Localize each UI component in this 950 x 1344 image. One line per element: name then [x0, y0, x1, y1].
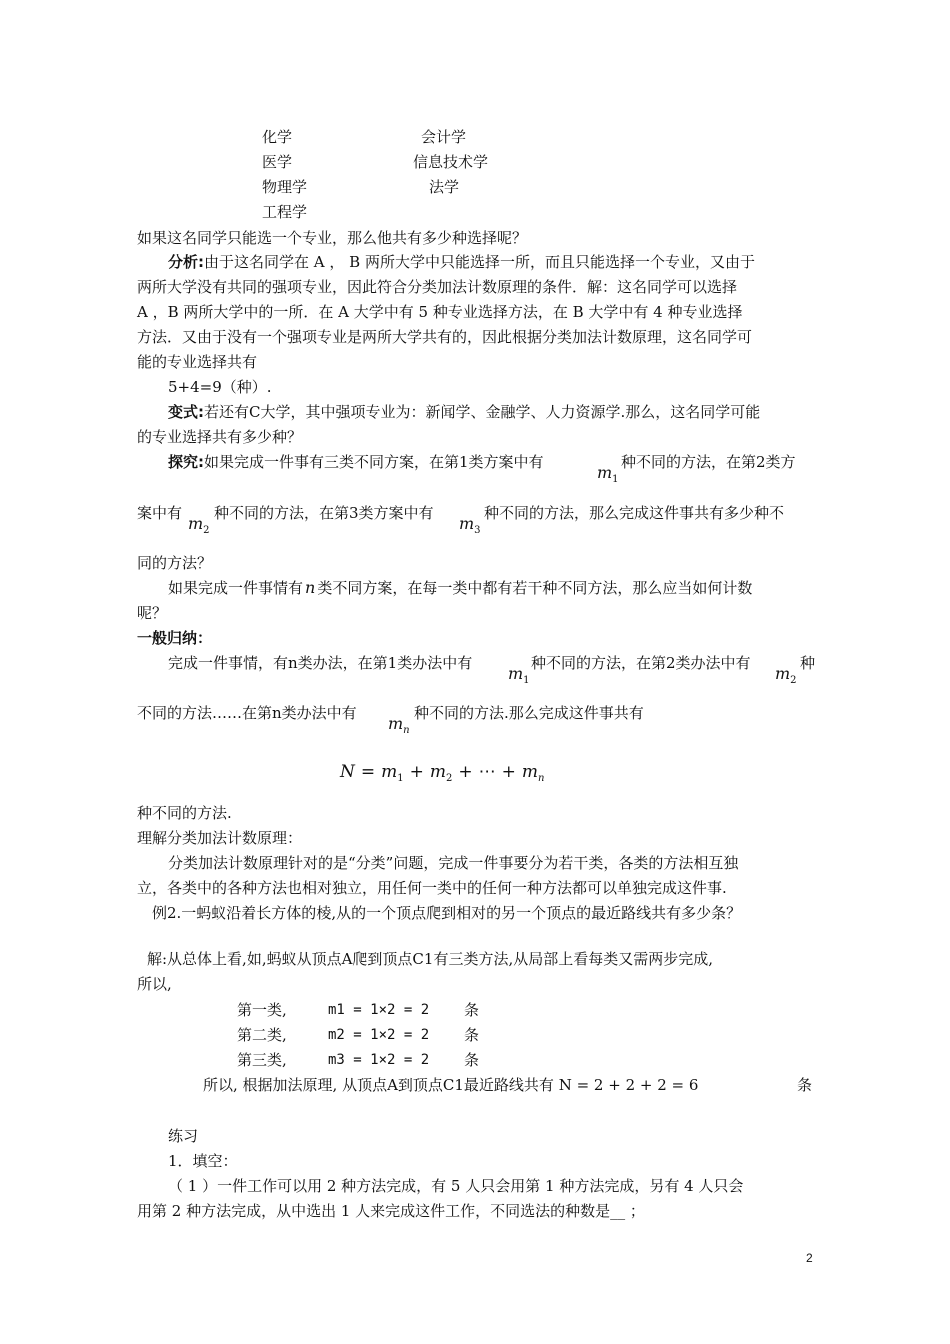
label-colon: :: [198, 453, 205, 471]
general-line: 完成一件事情，有n类办法，在第1类办法中有: [168, 654, 473, 672]
math-n: n: [305, 578, 316, 597]
analysis-line: 两所大学没有共同的强项专业，因此符合分类加法计数原理的条件．解：这名同学可以选择: [137, 278, 738, 296]
math-m2: $m_2$: [775, 664, 797, 686]
variant-line: 的专业选择共有多少种？: [137, 428, 303, 446]
conclusion-unit: 条: [797, 1076, 813, 1094]
analysis-line: 方法．又由于没有一个强项专业是两所大学共有的，因此根据分类加法计数原理，这名同学可: [137, 328, 753, 346]
explore-question: 如果完成一件事情有 n 类不同方案，在每一类中都有若干种不同方法，那么应当如何计数: [168, 578, 753, 597]
case-unit: 条: [464, 1051, 480, 1069]
general-line: 种不同的方法，在第2类办法中有: [531, 654, 751, 672]
explore-line: [168, 452, 544, 472]
major-item: 法学: [429, 178, 460, 196]
case-expression: m2 = 1×2 = 2: [328, 1027, 430, 1043]
case-unit: 条: [464, 1001, 480, 1019]
explore-label: 探究: [168, 453, 199, 471]
case-expression: m3 = 1×2 = 2: [328, 1052, 430, 1068]
practice-item: 1．填空：: [168, 1152, 238, 1170]
major-item: 信息技术学: [413, 153, 489, 171]
section-heading: 练习: [168, 1127, 199, 1145]
analysis-text: 由于这名同学在 A ， B 两所大学中只能选择一所，而且只能选择一个专业，又由于: [204, 253, 755, 271]
section-heading: 一般归纳：: [137, 629, 213, 647]
case-label: 第一类,: [237, 1001, 287, 1019]
major-item: 物理学: [262, 178, 308, 196]
major-item: 会计学: [421, 128, 467, 146]
analysis-line: A ，B 两所大学中的一所．在 A 大学中有 5 种专业选择方法，在 B 大学中有 4 种专业选择: [137, 303, 743, 321]
practice-line: （ 1 ）一件工作可以用 2 种方法完成，有 5 人只会用第 1 种方法完成，另有 4 人只会: [168, 1177, 744, 1195]
analysis-line: 能的专业选择共有: [137, 353, 258, 371]
case-label: 第三类,: [237, 1051, 287, 1069]
math-mn: $m_n$: [388, 714, 410, 736]
explore-line: 案中有: [137, 504, 183, 522]
major-item: 医学: [262, 153, 293, 171]
explore-line: 种不同的方法，在第3类方案中有: [214, 504, 434, 522]
variant-line: [168, 402, 760, 422]
math-m3: $m_3$: [459, 514, 481, 536]
sum-formula: $N = m_1 + m_2$ + ⋯ + $m_n$: [340, 762, 545, 784]
math-m1: $m_1$: [508, 664, 530, 686]
case-unit: 条: [464, 1026, 480, 1044]
analysis-label: 分析: [168, 253, 199, 271]
solution-line: 解:从总体上看,如,蚂蚁从顶点A爬到顶点C1有三类方法,从局部上看每类又需两步完成,: [147, 950, 713, 968]
understand-line: 分类加法计数原理针对的是“分类”问题，完成一件事要分为若干类，各类的方法相互独: [168, 854, 739, 872]
analysis-result: 5+4=9（种）.: [168, 378, 272, 396]
page-number: 2: [806, 1251, 813, 1265]
conclusion-line: 所以, 根据加法原理, 从顶点A到顶点C1最近路线共有 N = 2 + 2 + 2 = 6: [203, 1076, 699, 1094]
general-line: 种: [800, 654, 816, 672]
section-heading: 理解分类加法计数原理：: [137, 829, 303, 847]
practice-line: 用第 2 种方法完成，从中选出 1 人来完成这件工作，不同选法的种数是__ ；: [137, 1202, 645, 1220]
solution-line: 所以,: [137, 975, 172, 993]
explore-question: 呢？: [137, 604, 168, 622]
explore-text: 如果完成一件事有三类不同方案，在第1类方案中有: [204, 453, 544, 471]
explore-line: 种不同的方法，在第2类方: [621, 453, 796, 471]
general-line: 种不同的方法.那么完成这件事共有: [414, 704, 644, 722]
math-m2: $m_2$: [188, 514, 210, 536]
major-item: 工程学: [262, 203, 308, 221]
case-label: 第二类,: [237, 1026, 287, 1044]
explore-line: 同的方法？: [137, 554, 213, 572]
explore-line: 种不同的方法，那么完成这件事共有多少种不: [484, 504, 785, 522]
general-line: 种不同的方法.: [137, 804, 232, 822]
question-line: 如果这名同学只能选一个专业，那么他共有多少种选择呢？: [137, 229, 528, 247]
case-expression: m1 = 1×2 = 2: [328, 1002, 430, 1018]
variant-label: 变式: [168, 403, 199, 421]
example-question: 例2.一蚂蚁沿着长方体的棱,从的一个顶点爬到相对的另一个顶点的最近路线共有多少条？: [152, 904, 742, 922]
general-line: 不同的方法……在第n类办法中有: [137, 704, 357, 722]
label-colon: :: [198, 403, 205, 421]
variant-text: 若还有C大学，其中强项专业为：新闻学、金融学、人力资源学.那么，这名同学可能: [204, 403, 761, 421]
major-item: 化学: [262, 128, 293, 146]
understand-line: 立，各类中的各种方法也相对独立，用任何一类中的任何一种方法都可以单独完成这件事.: [137, 879, 727, 897]
label-colon: :: [198, 253, 205, 271]
math-m1: $m_1$: [597, 463, 619, 485]
analysis-line: [168, 252, 755, 272]
